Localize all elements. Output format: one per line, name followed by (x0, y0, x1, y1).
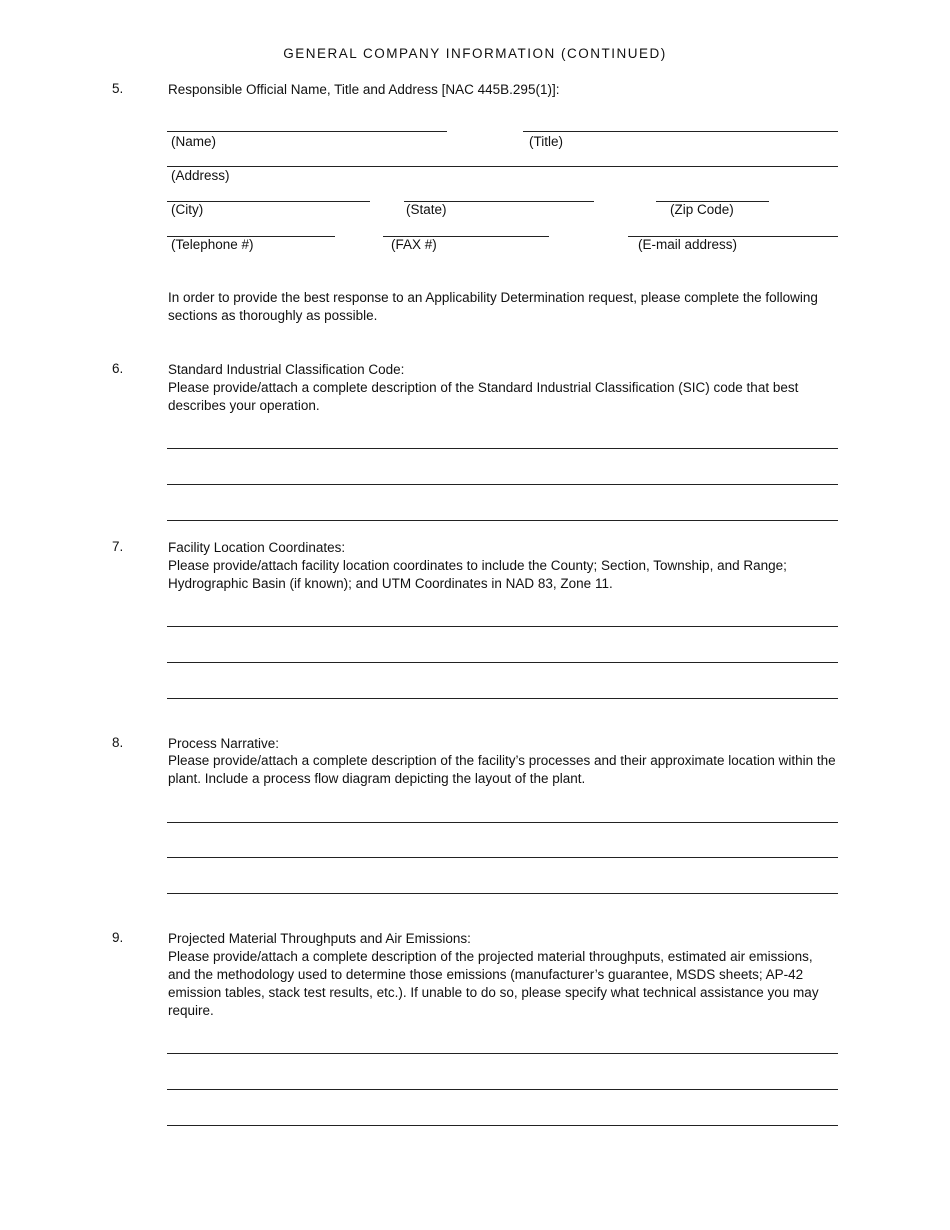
zip-label: (Zip Code) (670, 202, 734, 217)
section-8-number: 8. (112, 735, 124, 750)
page-title: GENERAL COMPANY INFORMATION (CONTINUED) (283, 46, 667, 61)
section-9-answer-line[interactable] (167, 1053, 838, 1054)
name-label: (Name) (171, 134, 217, 149)
section-6-number: 6. (112, 361, 124, 376)
section-7-answer-line[interactable] (167, 626, 838, 627)
name-field-line[interactable] (167, 131, 447, 132)
section-5-number: 5. (112, 81, 124, 96)
title-label: (Title) (529, 134, 563, 149)
section-8-answer-line[interactable] (167, 857, 838, 858)
section-9-heading: Projected Material Throughputs and Air Emissions: (168, 931, 471, 946)
section-9-answer-line[interactable] (167, 1089, 838, 1090)
section-7-answer-line[interactable] (167, 662, 838, 663)
fax-label: (FAX #) (391, 237, 437, 252)
section-7-answer-line[interactable] (167, 698, 838, 699)
section-6-answer-line[interactable] (167, 484, 838, 485)
section-9-body: Please provide/attach a complete description of the projected material throughputs, estimated air emissions, and the methodology used to determine those emissions (manufacturer’s guarantee, MSDS sheets; AP-42 emission tables, stack test results, etc.). If unable to do so, please specify what technical assistance you may require. (168, 949, 819, 1018)
section-5-heading: Responsible Official Name, Title and Address [NAC 445B.295(1)]: (168, 82, 560, 97)
section-8-heading: Process Narrative: (168, 736, 280, 751)
title-field-line[interactable] (523, 131, 838, 132)
city-label: (City) (171, 202, 204, 217)
section-7-number: 7. (112, 539, 124, 554)
email-label: (E-mail address) (638, 237, 738, 252)
address-label: (Address) (171, 168, 230, 183)
section-8-answer-line[interactable] (167, 893, 838, 894)
section-8-answer-line[interactable] (167, 822, 838, 823)
intro-paragraph: In order to provide the best response to an Applicability Determination request, please complete the following sections as thoroughly as possible. (168, 290, 818, 323)
address-field-line[interactable] (167, 166, 838, 167)
state-label: (State) (406, 202, 447, 217)
telephone-label: (Telephone #) (171, 237, 254, 252)
section-8-body: Please provide/attach a complete description of the facility’s processes and their approximate location within the plant. Include a process flow diagram depicting the layout of the plant. (168, 753, 836, 786)
section-9-number: 9. (112, 930, 124, 945)
section-6-body: Please provide/attach a complete description of the Standard Industrial Classification (SIC) code that best describes your operation. (168, 380, 799, 413)
section-9-answer-line[interactable] (167, 1125, 838, 1126)
section-7-heading: Facility Location Coordinates: (168, 540, 346, 555)
section-7-body: Please provide/attach facility location coordinates to include the County; Section, Township, and Range; Hydrographic Basin (if known); and UTM Coordinates in NAD 83, Zone 11. (168, 558, 787, 591)
section-6-answer-line[interactable] (167, 520, 838, 521)
section-6-heading: Standard Industrial Classification Code: (168, 362, 405, 377)
section-6-answer-line[interactable] (167, 448, 838, 449)
